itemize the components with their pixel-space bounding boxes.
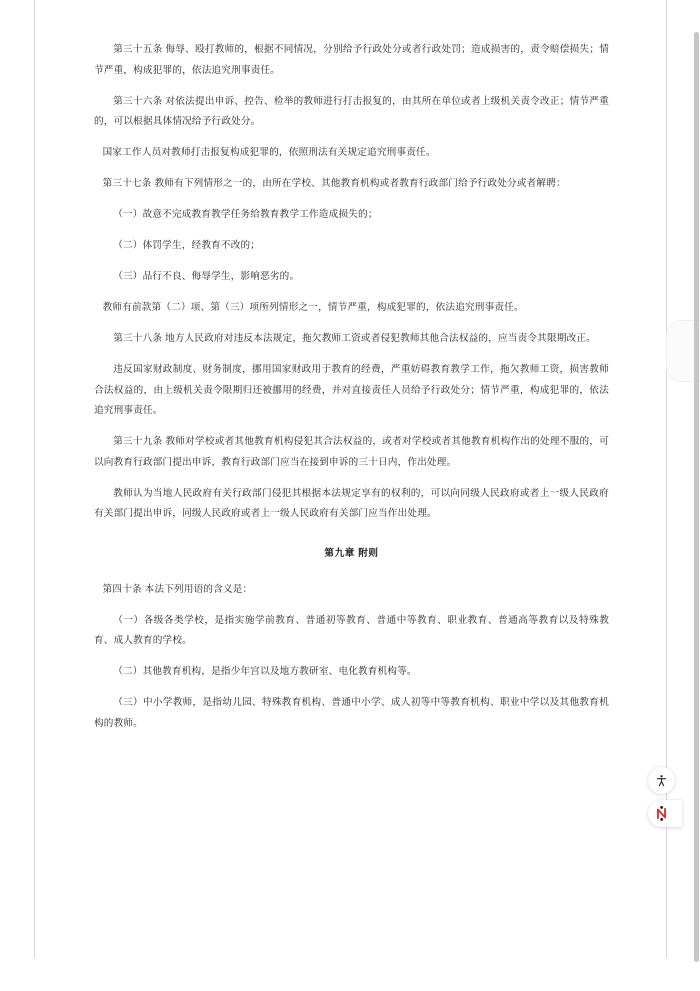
paragraph-article-40: 第四十条 本法下列用语的含义是： [102,583,253,595]
list-item-article-40-3: （三）中小学教师，是指幼儿园、特殊教育机构、普通中小学、成人初等中等教育机构、职业中学以及其他教育机构的教师。 [94,697,609,729]
document-page [34,0,667,958]
list-item-article-40-1: （一）各级各类学校，是指实施学前教育、普通初等教育、普通中等教育、职业教育、普通高等教育以及特殊教育、成人教育的学校。 [94,614,609,646]
paragraph-article-37: 第三十七条 教师有下列情形之一的，由所在学校、其他教育机构或者教育行政部门给予行政处分或者解聘： [102,178,566,189]
paragraph-article-39-p2: 教师认为当地人民政府有关行政部门侵犯其根据本法规定享有的权利的，可以向同级人民政府或者上一级人民政府有关部门提出申诉，同级人民政府或者上一级人民政府有关部门应当作出处理。 [94,487,609,519]
accessibility-button[interactable] [648,767,675,794]
ai-assistant-button[interactable] [648,800,682,827]
paragraph-article-37-p2: 教师有前款第（二）项、第（三）项所列情形之一，情节严重，构成犯罪的，依法追究刑事责任。 [102,302,524,313]
vertical-scrollbar-track[interactable] [692,0,700,991]
list-item-article-37-1: （一）故意不完成教育教学任务给教育教学工作造成损失的； [113,209,378,220]
paragraph-article-39: 第三十九条 教师对学校或者其他教育机构侵犯其合法权益的，或者对学校或者其他教育机构作出的处理不服的，可以向教育行政部门提出申诉，教育行政部门应当在接到申诉的三十日内，作出处理。 [94,436,609,468]
list-item-article-37-3: （三）品行不良、侮辱学生，影响恶劣的。 [113,271,300,282]
paragraph-article-38-p2: 违反国家财政制度、财务制度，挪用国家财政用于教育的经费，严重妨碍教育教学工作，拖欠教师工资，损害教师合法权益的，由上级机关责令限期归还被挪用的经费，并对直接责任人员给予行政处分；情节严重，构成犯罪的，依法追究刑事责任。 [94,364,609,416]
accessibility-icon [655,774,668,787]
paragraph-article-36: 第三十六条 对依法提出申诉、控告、检举的教师进行打击报复的，由其所在单位或者上级机关责令改正；情节严重的，可以根据具体情况给予行政处分。 [94,95,609,127]
paragraph-article-38: 第三十八条 地方人民政府对违反本法规定，拖欠教师工资或者侵犯教师其他合法权益的，应当责令其限期改正。 [113,333,596,344]
list-item-article-37-2: （二）体罚学生，经教育不改的； [113,240,261,251]
chapter-heading: 第九章 附则 [324,547,379,559]
vertical-scrollbar-thumb[interactable] [694,32,699,962]
document-text-body [94,40,609,745]
network-logo-icon [653,805,670,822]
paragraph-article-36-p2: 国家工作人员对教师打击报复构成犯罪的，依照刑法有关规定追究刑事责任。 [102,147,436,158]
list-item-article-40-2: （二）其他教育机构，是指少年宫以及地方教研室、电化教育机构等。 [113,666,417,677]
paragraph-article-35: 第三十五条 侮辱、殴打教师的，根据不同情况，分别给予行政处分或者行政处罚；造成损害的，责令赔偿损失；情节严重，构成犯罪的，依法追究刑事责任。 [94,44,609,76]
